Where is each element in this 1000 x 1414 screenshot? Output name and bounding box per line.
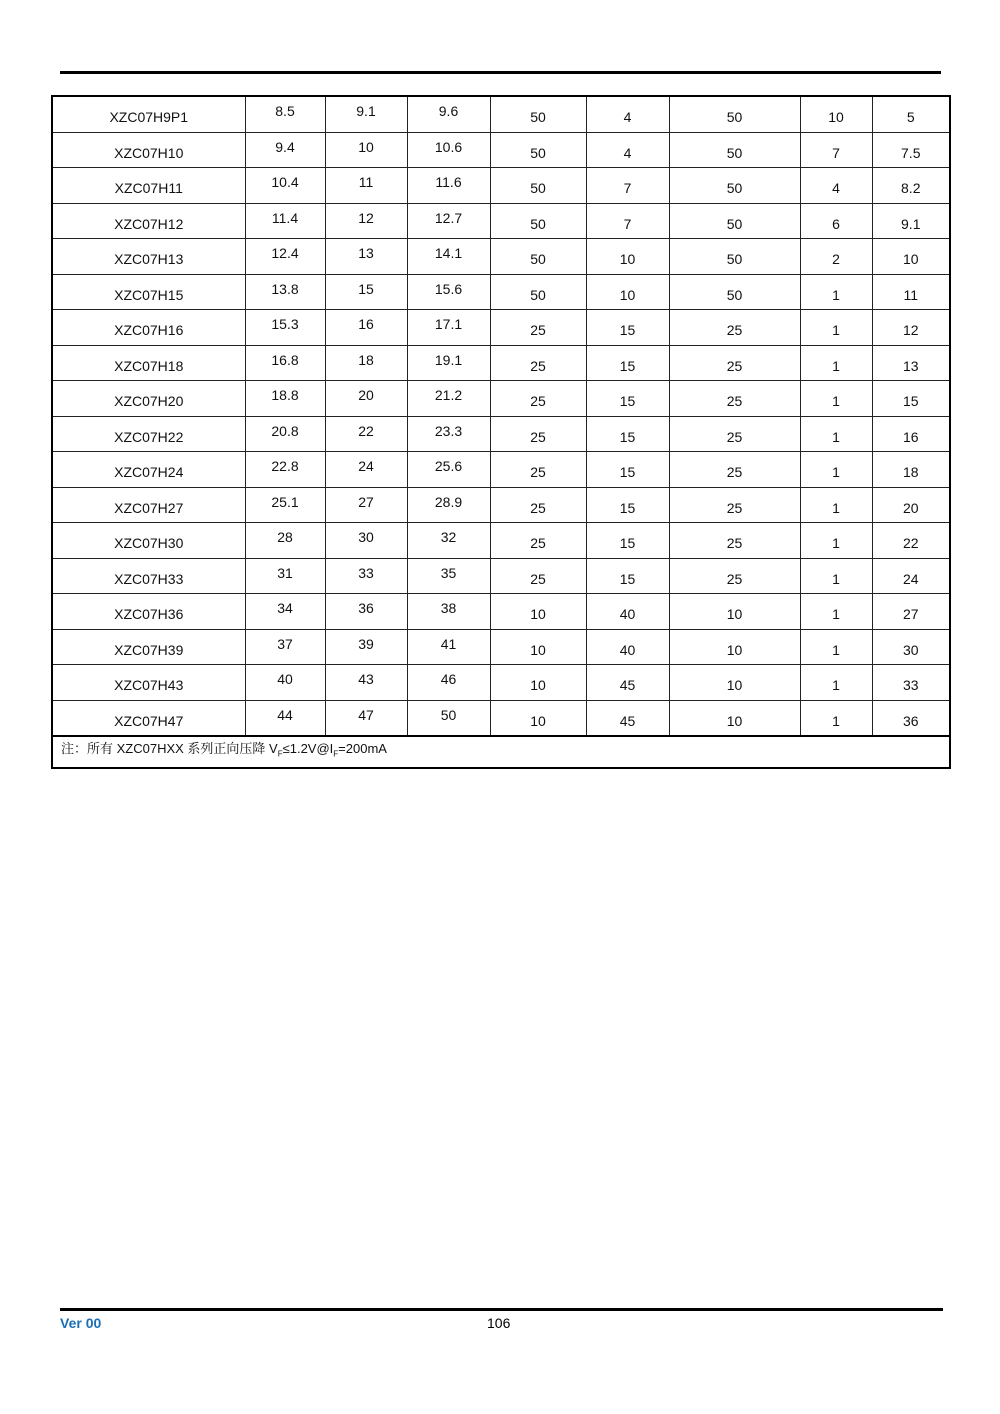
cell-col-3: 16 xyxy=(325,310,407,346)
table-row xyxy=(52,452,950,488)
cell-col-2: 40 xyxy=(245,665,325,701)
cell-col-3: 18 xyxy=(325,345,407,381)
cell-col-8: 1 xyxy=(800,523,872,559)
cell-col-3: 15 xyxy=(325,274,407,310)
cell-col-4: 38 xyxy=(407,594,490,630)
cell-col-7: 50 xyxy=(669,239,800,275)
table-row xyxy=(52,416,950,452)
cell-col-4: 28.9 xyxy=(407,487,490,523)
cell-col-6: 15 xyxy=(586,416,669,452)
cell-col-5: 10 xyxy=(490,594,586,630)
cell-col-2: 15.3 xyxy=(245,310,325,346)
cell-col-8: 1 xyxy=(800,629,872,665)
cell-part-number: XZC07H39 xyxy=(52,629,245,665)
cell-part-number: XZC07H9P1 xyxy=(52,96,245,132)
cell-col-5: 25 xyxy=(490,558,586,594)
note-vf-subscript: F xyxy=(277,749,283,759)
cell-col-5: 10 xyxy=(490,665,586,701)
cell-col-7: 25 xyxy=(669,310,800,346)
table-row xyxy=(52,594,950,630)
cell-col-2: 44 xyxy=(245,700,325,736)
cell-col-6: 15 xyxy=(586,558,669,594)
cell-col-6: 15 xyxy=(586,381,669,417)
cell-col-6: 4 xyxy=(586,96,669,132)
cell-col-8: 6 xyxy=(800,203,872,239)
note-if-subscript: F xyxy=(333,749,339,759)
cell-col-8: 1 xyxy=(800,381,872,417)
table-row xyxy=(52,558,950,594)
cell-col-7: 50 xyxy=(669,168,800,204)
table-row xyxy=(52,168,950,204)
cell-col-2: 13.8 xyxy=(245,274,325,310)
cell-col-7: 50 xyxy=(669,203,800,239)
cell-col-8: 4 xyxy=(800,168,872,204)
cell-col-2: 9.4 xyxy=(245,132,325,168)
cell-col-7: 50 xyxy=(669,274,800,310)
cell-col-4: 32 xyxy=(407,523,490,559)
cell-col-2: 22.8 xyxy=(245,452,325,488)
cell-part-number: XZC07H16 xyxy=(52,310,245,346)
cell-col-3: 12 xyxy=(325,203,407,239)
cell-col-8: 1 xyxy=(800,345,872,381)
cell-col-3: 20 xyxy=(325,381,407,417)
cell-col-9: 15 xyxy=(872,381,950,417)
cell-col-5: 50 xyxy=(490,274,586,310)
cell-col-4: 14.1 xyxy=(407,239,490,275)
cell-col-3: 27 xyxy=(325,487,407,523)
footer-version: Ver 00 xyxy=(60,1315,102,1331)
cell-part-number: XZC07H47 xyxy=(52,700,245,736)
cell-col-9: 30 xyxy=(872,629,950,665)
cell-col-5: 10 xyxy=(490,700,586,736)
cell-col-2: 12.4 xyxy=(245,239,325,275)
table-row xyxy=(52,132,950,168)
cell-col-6: 40 xyxy=(586,629,669,665)
cell-col-9: 18 xyxy=(872,452,950,488)
cell-col-2: 8.5 xyxy=(245,96,325,132)
cell-col-7: 25 xyxy=(669,558,800,594)
table-row xyxy=(52,310,950,346)
cell-col-9: 5 xyxy=(872,96,950,132)
cell-col-9: 10 xyxy=(872,239,950,275)
cell-col-4: 35 xyxy=(407,558,490,594)
note-prefix: 注：所有 XZC07HXX 系列正向压降 V xyxy=(61,741,278,757)
cell-col-5: 25 xyxy=(490,523,586,559)
cell-col-8: 1 xyxy=(800,700,872,736)
cell-col-4: 15.6 xyxy=(407,274,490,310)
cell-col-2: 25.1 xyxy=(245,487,325,523)
cell-col-7: 25 xyxy=(669,487,800,523)
cell-col-7: 25 xyxy=(669,452,800,488)
cell-col-9: 24 xyxy=(872,558,950,594)
cell-col-9: 16 xyxy=(872,416,950,452)
cell-col-3: 24 xyxy=(325,452,407,488)
cell-col-3: 33 xyxy=(325,558,407,594)
cell-col-2: 34 xyxy=(245,594,325,630)
cell-part-number: XZC07H10 xyxy=(52,132,245,168)
cell-col-2: 18.8 xyxy=(245,381,325,417)
header-rule xyxy=(60,71,941,74)
table-row xyxy=(52,665,950,701)
cell-col-6: 45 xyxy=(586,665,669,701)
cell-col-7: 10 xyxy=(669,665,800,701)
cell-col-4: 23.3 xyxy=(407,416,490,452)
cell-col-8: 1 xyxy=(800,558,872,594)
cell-col-6: 15 xyxy=(586,345,669,381)
cell-col-7: 25 xyxy=(669,345,800,381)
cell-col-6: 15 xyxy=(586,310,669,346)
cell-col-6: 4 xyxy=(586,132,669,168)
cell-col-8: 1 xyxy=(800,274,872,310)
cell-col-7: 10 xyxy=(669,700,800,736)
cell-part-number: XZC07H24 xyxy=(52,452,245,488)
cell-col-5: 10 xyxy=(490,629,586,665)
note-row xyxy=(52,736,950,768)
cell-col-9: 13 xyxy=(872,345,950,381)
cell-part-number: XZC07H20 xyxy=(52,381,245,417)
table-note xyxy=(52,736,950,768)
footer-page-number: 106 xyxy=(487,1315,511,1331)
cell-col-9: 20 xyxy=(872,487,950,523)
cell-part-number: XZC07H30 xyxy=(52,523,245,559)
cell-col-3: 10 xyxy=(325,132,407,168)
cell-col-5: 25 xyxy=(490,381,586,417)
cell-part-number: XZC07H12 xyxy=(52,203,245,239)
cell-col-9: 11 xyxy=(872,274,950,310)
cell-col-5: 50 xyxy=(490,132,586,168)
cell-col-4: 10.6 xyxy=(407,132,490,168)
cell-part-number: XZC07H13 xyxy=(52,239,245,275)
table-row xyxy=(52,239,950,275)
cell-col-8: 2 xyxy=(800,239,872,275)
footer-rule xyxy=(60,1308,943,1311)
cell-col-7: 25 xyxy=(669,381,800,417)
cell-col-2: 11.4 xyxy=(245,203,325,239)
cell-col-4: 50 xyxy=(407,700,490,736)
table-row xyxy=(52,381,950,417)
cell-part-number: XZC07H22 xyxy=(52,416,245,452)
cell-col-3: 9.1 xyxy=(325,96,407,132)
cell-col-8: 1 xyxy=(800,310,872,346)
cell-col-9: 36 xyxy=(872,700,950,736)
table-row xyxy=(52,487,950,523)
cell-col-6: 15 xyxy=(586,452,669,488)
table-row xyxy=(52,523,950,559)
table-row xyxy=(52,700,950,736)
cell-col-3: 47 xyxy=(325,700,407,736)
cell-col-3: 36 xyxy=(325,594,407,630)
cell-col-5: 50 xyxy=(490,203,586,239)
cell-col-9: 8.2 xyxy=(872,168,950,204)
note-suffix: =200mA xyxy=(338,741,387,757)
cell-part-number: XZC07H27 xyxy=(52,487,245,523)
cell-col-4: 46 xyxy=(407,665,490,701)
cell-col-6: 10 xyxy=(586,274,669,310)
cell-col-4: 41 xyxy=(407,629,490,665)
cell-col-5: 25 xyxy=(490,416,586,452)
cell-col-3: 22 xyxy=(325,416,407,452)
cell-col-8: 10 xyxy=(800,96,872,132)
cell-col-3: 30 xyxy=(325,523,407,559)
cell-col-5: 50 xyxy=(490,96,586,132)
cell-col-6: 15 xyxy=(586,523,669,559)
cell-col-6: 7 xyxy=(586,203,669,239)
cell-col-4: 11.6 xyxy=(407,168,490,204)
cell-col-2: 16.8 xyxy=(245,345,325,381)
cell-col-2: 20.8 xyxy=(245,416,325,452)
cell-col-5: 50 xyxy=(490,168,586,204)
cell-part-number: XZC07H11 xyxy=(52,168,245,204)
cell-part-number: XZC07H43 xyxy=(52,665,245,701)
cell-col-7: 50 xyxy=(669,96,800,132)
cell-col-8: 1 xyxy=(800,487,872,523)
cell-part-number: XZC07H18 xyxy=(52,345,245,381)
cell-col-6: 15 xyxy=(586,487,669,523)
cell-col-7: 25 xyxy=(669,416,800,452)
cell-col-8: 1 xyxy=(800,416,872,452)
cell-col-2: 37 xyxy=(245,629,325,665)
cell-col-3: 11 xyxy=(325,168,407,204)
cell-col-9: 7.5 xyxy=(872,132,950,168)
cell-col-4: 25.6 xyxy=(407,452,490,488)
cell-col-9: 27 xyxy=(872,594,950,630)
cell-col-5: 50 xyxy=(490,239,586,275)
cell-part-number: XZC07H36 xyxy=(52,594,245,630)
table-row xyxy=(52,203,950,239)
cell-col-6: 45 xyxy=(586,700,669,736)
note-mid: ≤1.2V@I xyxy=(282,741,334,757)
cell-col-9: 12 xyxy=(872,310,950,346)
cell-col-7: 10 xyxy=(669,629,800,665)
cell-part-number: XZC07H15 xyxy=(52,274,245,310)
cell-col-2: 28 xyxy=(245,523,325,559)
cell-col-4: 17.1 xyxy=(407,310,490,346)
cell-col-2: 10.4 xyxy=(245,168,325,204)
table-row xyxy=(52,96,950,132)
cell-col-8: 7 xyxy=(800,132,872,168)
cell-col-3: 13 xyxy=(325,239,407,275)
cell-col-6: 7 xyxy=(586,168,669,204)
cell-col-8: 1 xyxy=(800,665,872,701)
cell-col-2: 31 xyxy=(245,558,325,594)
cell-col-9: 33 xyxy=(872,665,950,701)
cell-col-5: 25 xyxy=(490,487,586,523)
cell-col-4: 9.6 xyxy=(407,96,490,132)
cell-col-7: 50 xyxy=(669,132,800,168)
cell-part-number: XZC07H33 xyxy=(52,558,245,594)
cell-col-4: 19.1 xyxy=(407,345,490,381)
table-body xyxy=(52,96,950,736)
cell-col-4: 12.7 xyxy=(407,203,490,239)
cell-col-7: 10 xyxy=(669,594,800,630)
cell-col-4: 21.2 xyxy=(407,381,490,417)
table-row xyxy=(52,274,950,310)
cell-col-9: 22 xyxy=(872,523,950,559)
cell-col-5: 25 xyxy=(490,452,586,488)
cell-col-5: 25 xyxy=(490,310,586,346)
cell-col-7: 25 xyxy=(669,523,800,559)
cell-col-5: 25 xyxy=(490,345,586,381)
cell-col-9: 9.1 xyxy=(872,203,950,239)
table-row xyxy=(52,629,950,665)
cell-col-8: 1 xyxy=(800,594,872,630)
table-row xyxy=(52,345,950,381)
cell-col-3: 39 xyxy=(325,629,407,665)
cell-col-6: 10 xyxy=(586,239,669,275)
cell-col-8: 1 xyxy=(800,452,872,488)
cell-col-3: 43 xyxy=(325,665,407,701)
cell-col-6: 40 xyxy=(586,594,669,630)
spec-table xyxy=(51,95,951,769)
